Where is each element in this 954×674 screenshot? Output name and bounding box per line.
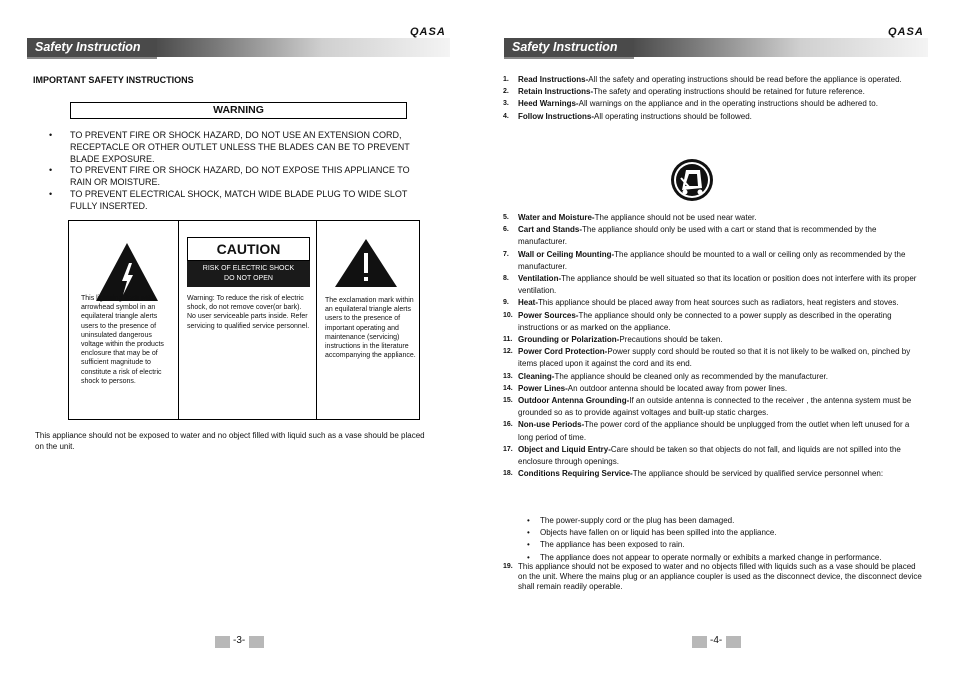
item-text: [518, 468, 883, 480]
item-text: [518, 111, 752, 123]
header-title: Safety Instruction: [35, 40, 141, 54]
instructions-list-top: [503, 74, 913, 123]
important-title: IMPORTANT SAFETY INSTRUCTIONS: [33, 75, 194, 85]
item-heading: Water and Moisture-: [518, 213, 595, 222]
item-number: 13.: [503, 372, 513, 380]
item-heading: Non-use Periods-: [518, 420, 585, 430]
caution-table: [68, 220, 420, 420]
bullet-item: • TO PREVENT ELECTRICAL SHOCK, MATCH WIDE BLADE PLUG TO WIDE SLOT FULLY INSERTED.: [49, 188, 408, 211]
page-number-right-block: [726, 636, 741, 648]
item-text: [518, 371, 828, 383]
item-text: [518, 346, 923, 370]
header-underline: [504, 57, 634, 59]
item-heading: Power Lines-: [518, 383, 568, 393]
service-condition-text: The appliance does not appear to operate normally or exhibits a marked change in performance.: [540, 552, 882, 562]
item-text: [518, 98, 878, 110]
bullet-dot: •: [527, 516, 530, 525]
item-text: [518, 224, 923, 248]
item-number: 8.: [503, 275, 509, 283]
brand-logo: QASA: [410, 26, 446, 38]
item-text: [518, 86, 865, 98]
page-number-left-block: [692, 636, 707, 648]
instruction-item: [503, 444, 923, 468]
item-description: This appliance should be placed away from heat sources such as radiators, heat registers and stoves.: [538, 298, 899, 308]
right-page: [477, 0, 954, 674]
item-heading: Object and Liquid Entry-: [518, 444, 611, 454]
item-text: [518, 249, 923, 273]
item-text: [518, 419, 923, 443]
item-number: 9.: [503, 299, 509, 307]
item-heading: Cleaning-: [518, 371, 555, 381]
item-heading: Power Sources-: [518, 310, 579, 320]
item-text: This appliance should not be exposed to water and no objects filled with liquids such as a vase should be placed on the unit. Where the mains plug or an appliance coupler is used as the disconnect device, the disconnect device shall remain readily operable.: [518, 562, 922, 591]
brand-logo: QASA: [888, 26, 924, 38]
cart-warning-icon: [670, 158, 714, 202]
instruction-item: [503, 310, 923, 334]
item-description: If an outside antenna is connected to the receiver , the antenna system must be grounded so as to provide against voltages and built-up static charges.: [518, 396, 912, 418]
instruction-item: [503, 346, 923, 370]
item-text: [518, 297, 899, 309]
instructions-list-bottom: [503, 212, 923, 480]
item-number: 5.: [503, 214, 509, 221]
instruction-item: [503, 419, 923, 443]
instruction-item: [503, 249, 923, 273]
instruction-item: [503, 395, 923, 419]
instruction-item: [503, 224, 923, 248]
instruction-item: [503, 468, 923, 480]
item-description: All operating instructions should be followed.: [594, 111, 752, 121]
item-text: [518, 273, 923, 297]
item-number: 6.: [503, 226, 509, 234]
item-description: The appliance should only be used with a cart or stand that is recommended by the manufacturer.: [518, 225, 877, 247]
page-number-left-block: [215, 636, 230, 648]
item-number: 19.: [503, 563, 513, 570]
page-number-text: -4-: [710, 635, 723, 646]
bullet-item: • TO PREVENT FIRE OR SHOCK HAZARD, DO NOT EXPOSE THIS APPLIANCE TO RAIN OR MOISTURE.: [49, 165, 410, 188]
bullet-dot: •: [527, 528, 530, 538]
instruction-item: [503, 297, 923, 309]
page-number-text: -3-: [233, 635, 246, 646]
service-condition-text: The appliance has been exposed to rain.: [540, 540, 685, 550]
item-text: [518, 395, 923, 419]
item-heading: Conditions Requiring Service-: [518, 469, 633, 479]
instruction-item: [503, 98, 913, 110]
item-number: 17.: [503, 445, 513, 453]
item-number: 3.: [503, 100, 509, 108]
caution-label: CAUTION: [187, 237, 310, 261]
item-number: 4.: [503, 112, 509, 120]
instruction-item: [503, 273, 923, 297]
item-text: [518, 74, 902, 86]
item-text: [518, 212, 757, 224]
item-text: [518, 334, 723, 346]
service-condition-item: [503, 527, 923, 539]
item-heading: Cart and Stands-: [518, 225, 583, 235]
warning-box: WARNING: [70, 102, 407, 119]
item-heading: Retain Instructions-: [518, 87, 594, 97]
item-description: All warnings on the appliance and in the operating instructions should be adhered to.: [578, 99, 878, 109]
instruction-item: [503, 334, 923, 346]
item-number: 16.: [503, 421, 513, 429]
item-description: The appliance should be cleaned only as recommended by the manufacturer.: [554, 371, 828, 381]
lightning-column: [69, 221, 179, 419]
exclamation-column: [317, 221, 419, 419]
service-condition-item: [503, 539, 923, 551]
item-heading: Power Cord Protection-: [518, 347, 608, 357]
item-description: An outdoor antenna should be located away from power lines.: [567, 383, 788, 393]
instruction-item: [503, 74, 913, 86]
page-number: [215, 636, 265, 648]
caution-description: Warning: To reduce the risk of electric shock, do not remove cover(or bark). No user serviceable parts inside. Refer servicing to qualified service personnel.: [187, 295, 310, 330]
item-number: 2.: [503, 88, 509, 96]
bullet-item: • TO PREVENT FIRE OR SHOCK HAZARD, DO NOT USE AN EXTENSION CORD, RECEPTACLE OR OTHER OUTLET UNLESS THE BLADES CAN BE TO PREVENT BLADE EXPOSURE.: [49, 130, 410, 164]
item-description: The appliance should be serviced by qualified service personnel when:: [632, 469, 884, 479]
instruction-item: [503, 86, 913, 98]
item-description: Power supply cord should be routed so that it is not likely to be walked on, pinched by items placed upon it against the cord and its end.: [518, 347, 911, 369]
item-number: 11.: [503, 336, 513, 344]
service-conditions-list: [503, 515, 923, 564]
item-text: [518, 444, 923, 468]
item-heading: Wall or Ceiling Mounting-: [518, 249, 615, 259]
instruction-item: [503, 371, 923, 383]
bullet-dot: •: [527, 540, 530, 550]
instruction-item: [503, 383, 923, 395]
item-description: The appliance should be well situated so that its location or position does not interfere with its proper ventilation.: [518, 274, 917, 296]
exclamation-warning-icon: [333, 237, 399, 289]
page-number-right-block: [249, 636, 264, 648]
item-number: 10.: [503, 311, 513, 319]
item-description: The appliance should be mounted to a wall or ceiling only as recommended by the manufacturer.: [518, 249, 906, 271]
service-condition-text: The power-supply cord or the plug has been damaged.: [540, 516, 735, 525]
item-number: 18.: [503, 470, 513, 478]
item-19: [503, 562, 923, 592]
item-heading: Outdoor Antenna Grounding-: [518, 396, 630, 406]
item-description: Care should be taken so that objects do not fall, and liquids are not spilled into the enclosure through openings.: [518, 444, 901, 467]
item-heading: Ventilation-: [518, 274, 562, 284]
header-title: Safety Instruction: [512, 40, 618, 54]
item-text: [518, 383, 787, 395]
bullet-dot: •: [527, 552, 530, 562]
item-number: 15.: [503, 397, 513, 405]
item-heading: Read Instructions-: [518, 75, 589, 84]
item-description: All the safety and operating instructions should be read before the appliance is operated.: [588, 75, 902, 84]
exclamation-description: The exclamation mark within an equilateral triangle alerts users to the presence of important operating and maintenance (servicing) instructions in the literature accompanying the appliance.: [325, 297, 416, 360]
item-number: 7.: [503, 250, 509, 258]
item-description: The safety and operating instructions should be retained for future reference.: [593, 87, 865, 97]
warning-bullets: [49, 130, 429, 213]
caution-sublabel: RISK OF ELECTRIC SHOCK DO NOT OPEN: [187, 261, 310, 287]
service-condition-text: Objects have fallen on or liquid has been spilled into the appliance.: [540, 528, 777, 538]
item-heading: Heat-: [518, 298, 539, 308]
item-number: 1.: [503, 76, 509, 83]
lightning-description: This lightning flash with arrowhead symbol in an equilateral triangle alerts users to the presence of uninsulated dangerous voltage within the products enclosure that may be of sufficient magnitude to constitute a risk of electric shock to persons.: [81, 295, 164, 385]
instruction-item: [503, 212, 923, 224]
item-heading: Grounding or Polarization-: [518, 335, 620, 345]
item-heading: Follow Instructions-: [518, 111, 594, 121]
item-description: The appliance should not be used near water.: [594, 213, 757, 222]
item-number: 14.: [503, 384, 513, 392]
header-underline: [27, 57, 157, 59]
bottom-note: This appliance should not be exposed to water and no object filled with liquid such as a vase should be placed on the unit.: [35, 431, 425, 451]
caution-column: [179, 221, 317, 419]
item-description: The appliance should only be connected to a power supply as described in the operating instructions or as marked on the appliance.: [518, 310, 892, 332]
item-description: The power cord of the appliance should be unplugged from the outlet when left unused for a long period of time.: [518, 420, 910, 442]
service-condition-item: [503, 515, 923, 527]
page-number: [692, 636, 742, 648]
item-heading: Heed Warnings-: [518, 99, 579, 109]
item-text: [518, 310, 923, 334]
instruction-item: [503, 111, 913, 123]
item-number: 12.: [503, 348, 513, 356]
item-description: Precautions should be taken.: [619, 335, 723, 345]
